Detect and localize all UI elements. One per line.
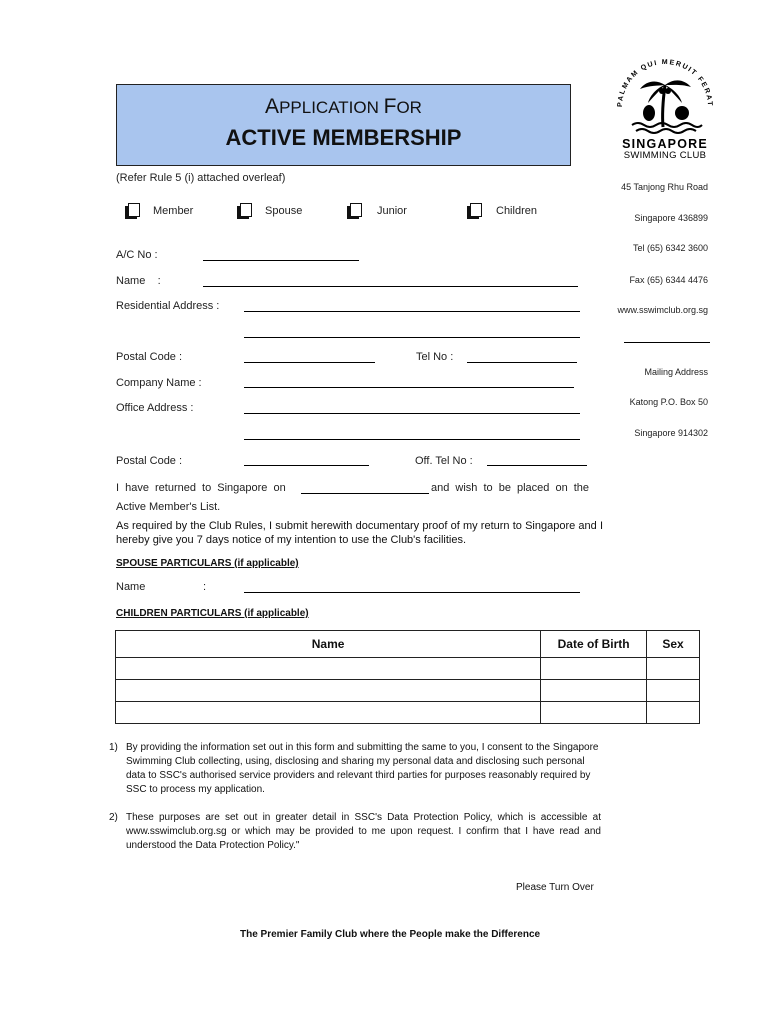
returned-text-b: and wish to be placed on the xyxy=(431,482,590,494)
title-active-membership: ACTIVE MEMBERSHIP xyxy=(225,125,462,150)
member-label: Member xyxy=(153,205,194,217)
child-dob-cell[interactable] xyxy=(541,658,647,680)
member-checkbox[interactable] xyxy=(128,203,140,217)
office-postal-code-field[interactable] xyxy=(244,465,369,466)
office-postal-code-label: Postal Code : xyxy=(116,455,183,467)
club-rules-statement: As required by the Club Rules, I submit herewith documentary proof of my return to Singapore and I hereby give you 7 days notice of my intention to use the Club's facilities. xyxy=(116,520,603,546)
spouse-name-colon: : xyxy=(203,581,207,593)
title-box xyxy=(116,84,571,166)
spouse-checkbox[interactable] xyxy=(240,203,252,217)
mailing-address-2: Singapore 914302 xyxy=(634,428,708,438)
spouse-particulars-heading: SPOUSE PARTICULARS (if applicable) xyxy=(116,558,299,569)
postal-code-label: Postal Code : xyxy=(116,351,183,363)
child-sex-cell[interactable] xyxy=(647,680,700,702)
child-dob-cell[interactable] xyxy=(541,680,647,702)
table-row xyxy=(116,702,700,724)
spouse-name-label: Name xyxy=(116,581,146,593)
returned-text-a: I have returned to Singapore on xyxy=(116,482,286,494)
residential-address-field-1[interactable] xyxy=(244,311,580,312)
office-address-field-2[interactable] xyxy=(244,439,580,440)
residential-address-label: Residential Address : xyxy=(116,300,220,312)
tel-no-field[interactable] xyxy=(467,362,577,363)
off-tel-no-field[interactable] xyxy=(487,465,587,466)
consent-paragraph-2: These purposes are set out in greater detail in SSC's Data Protection Policy, which is accessible at www.sswimclub.org.sg or which may be provided to me upon request. I confirm that I have read and understood the Data Protection Policy." xyxy=(126,812,601,851)
logo-sub: SWIMMING CLUB xyxy=(623,150,707,161)
office-address-field-1[interactable] xyxy=(244,413,580,414)
club-website[interactable]: www.sswimclub.org.sg xyxy=(617,305,708,315)
child-name-cell[interactable] xyxy=(116,680,541,702)
ac-no-label: A/C No : xyxy=(116,249,158,261)
children-checkbox[interactable] xyxy=(470,203,482,217)
residential-address-field-2[interactable] xyxy=(244,337,580,338)
logo-name: SINGAPORE xyxy=(622,137,708,151)
company-name-field[interactable] xyxy=(244,387,574,388)
mailing-label: Mailing Address xyxy=(644,367,708,377)
child-sex-cell[interactable] xyxy=(647,702,700,724)
svg-text:PALMAM QUI MERUIT FERAT xyxy=(617,59,713,107)
junior-checkbox[interactable] xyxy=(350,203,362,217)
child-sex-cell[interactable] xyxy=(647,658,700,680)
child-name-cell[interactable] xyxy=(116,702,541,724)
right-divider xyxy=(624,342,710,343)
title-application-for: APPLICATION FOR xyxy=(265,95,422,118)
children-table xyxy=(115,630,700,724)
consent-paragraph-1: By providing the information set out in this form and submitting the same to you, I consent to the Singapore Swimming Club collecting, using, disclosing and sharing my personal data and disclosing such personal data to SSC's authorised service providers and relevant third parties for purposes reasonably required by SSC to process my application. xyxy=(126,742,599,795)
children-name-header: Name xyxy=(116,631,541,658)
spouse-label: Spouse xyxy=(265,205,303,217)
table-row xyxy=(116,658,700,680)
child-dob-cell[interactable] xyxy=(541,702,647,724)
consent-number-1: 1) xyxy=(109,742,118,753)
name-label: Name : xyxy=(116,275,161,287)
postal-code-field[interactable] xyxy=(244,362,375,363)
refer-rule-note: (Refer Rule 5 (i) attached overleaf) xyxy=(116,172,286,184)
company-name-label: Company Name : xyxy=(116,377,202,389)
office-address-label: Office Address : xyxy=(116,402,194,414)
club-tel: Tel (65) 6342 3600 xyxy=(632,243,708,253)
mailing-address-1: Katong P.O. Box 50 xyxy=(629,397,708,407)
children-sex-header: Sex xyxy=(647,631,700,658)
ac-no-field[interactable] xyxy=(203,260,359,261)
children-dob-header: Date of Birth xyxy=(541,631,647,658)
club-crest-icon xyxy=(608,55,722,165)
children-label: Children xyxy=(496,205,537,217)
returned-text-c: Active Member's List. xyxy=(116,501,221,513)
tel-no-label: Tel No : xyxy=(416,351,454,363)
return-date-field[interactable] xyxy=(301,493,429,494)
club-fax: Fax (65) 6344 4476 xyxy=(629,275,708,285)
junior-label: Junior xyxy=(377,205,407,217)
children-particulars-heading: CHILDREN PARTICULARS (if applicable) xyxy=(116,608,309,619)
spouse-name-field[interactable] xyxy=(244,592,580,593)
off-tel-no-label: Off. Tel No : xyxy=(415,455,473,467)
child-name-cell[interactable] xyxy=(116,658,541,680)
please-turn-over: Please Turn Over xyxy=(516,882,594,893)
club-tagline: The Premier Family Club where the People make the Difference xyxy=(240,929,541,940)
logo-motto: PALMAM QUI MERUIT FERAT xyxy=(616,58,714,108)
table-row xyxy=(116,680,700,702)
name-field[interactable] xyxy=(203,286,578,287)
consent-number-2: 2) xyxy=(109,812,118,823)
club-address-2: Singapore 436899 xyxy=(634,213,708,223)
club-address-1: 45 Tanjong Rhu Road xyxy=(621,182,708,192)
club-logo xyxy=(608,55,722,165)
